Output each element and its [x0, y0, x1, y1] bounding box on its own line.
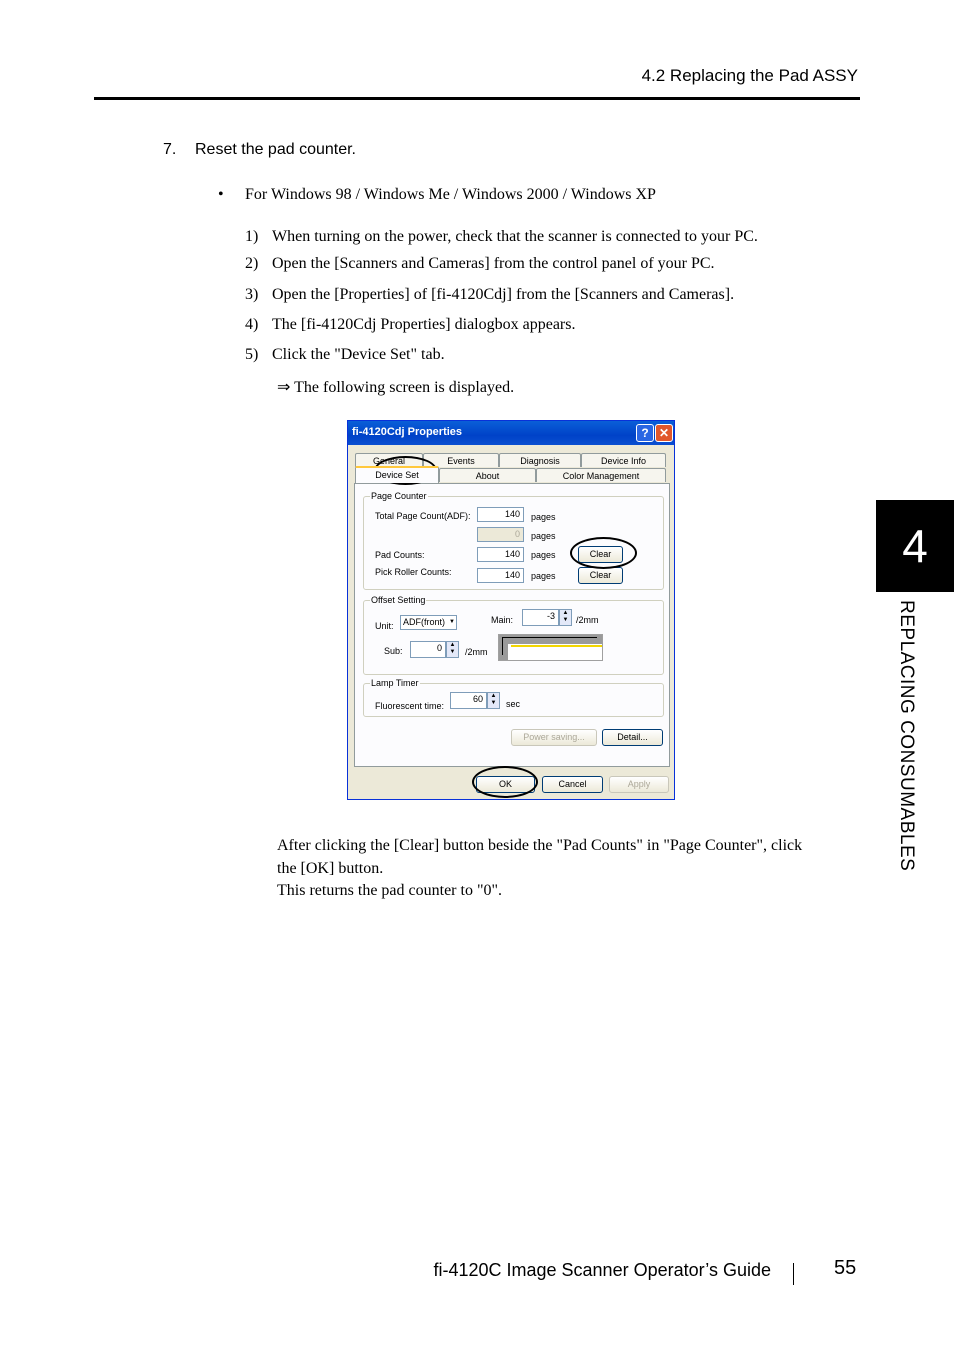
- after-text-line: After clicking the [Clear] button beside the "Pad Counts" in "Page Counter", click: [277, 837, 803, 854]
- detail-button[interactable]: Detail...: [602, 729, 663, 746]
- substep-number: 4): [245, 316, 259, 333]
- help-button[interactable]: ?: [636, 424, 654, 442]
- pad-counts-field[interactable]: 140: [477, 547, 524, 562]
- highlight-circle-ok: [472, 766, 538, 798]
- substep-item: [245, 286, 734, 304]
- substep-number: 3): [245, 286, 259, 303]
- chapter-tab: 4: [876, 500, 954, 592]
- unit-select[interactable]: [400, 615, 457, 630]
- fluorescent-time-field[interactable]: 60: [450, 692, 487, 709]
- footer-guide-title: fi-4120C Image Scanner Operator’s Guide: [433, 1260, 771, 1280]
- lamp-timer-group: [363, 678, 664, 717]
- dialog-title: fi-4120Cdj Properties: [352, 426, 463, 438]
- substep-text: The [fi-4120Cdj Properties] dialogbox appears.: [272, 316, 576, 333]
- tab-device-set[interactable]: Device Set: [355, 466, 439, 483]
- unit-label: Unit:: [375, 621, 394, 631]
- offset-setting-group: [363, 595, 664, 675]
- sub-label: Sub:: [384, 646, 403, 656]
- clear-pick-roller-button[interactable]: Clear: [578, 567, 623, 584]
- arrow-down-icon: [502, 637, 503, 655]
- arrow-right-icon: [502, 637, 597, 638]
- dialog-titlebar[interactable]: [348, 421, 674, 445]
- offset-setting-label: Offset Setting: [371, 595, 426, 605]
- page-counter-label: Page Counter: [371, 491, 427, 501]
- footer-separator: [793, 1263, 794, 1285]
- total-count-label: Total Page Count(ADF):: [375, 511, 471, 521]
- step-number: 7.: [163, 141, 177, 158]
- substep-number: 1): [245, 228, 259, 245]
- sub-unit: /2mm: [465, 647, 488, 657]
- cancel-button[interactable]: Cancel: [542, 776, 603, 793]
- tab-events[interactable]: Events: [423, 453, 499, 467]
- step-text: Reset the pad counter.: [195, 141, 356, 158]
- bullet-symbol: •: [218, 186, 224, 203]
- pages-unit: pages: [531, 550, 556, 560]
- substep-text: When turning on the power, check that the scanner is connected to your PC.: [272, 228, 758, 245]
- apply-button[interactable]: Apply: [609, 776, 669, 793]
- substep-item: [245, 346, 445, 364]
- clear-pad-button[interactable]: Clear: [578, 546, 623, 563]
- chapter-label: REPLACING CONSUMABLES: [896, 600, 917, 872]
- lamp-timer-label: Lamp Timer: [371, 678, 419, 688]
- header-section-title: 4.2 Replacing the Pad ASSY: [641, 66, 858, 85]
- main-label: Main:: [491, 615, 514, 625]
- fluorescent-spin-icon[interactable]: ▲ ▼: [487, 692, 500, 709]
- offset-preview: [498, 634, 603, 661]
- device-set-panel: [354, 483, 670, 767]
- close-button[interactable]: ✕: [655, 424, 673, 442]
- sub-spin-icon[interactable]: ▲ ▼: [446, 641, 459, 658]
- tab-diagnosis[interactable]: Diagnosis: [499, 453, 581, 467]
- sub-offset-field[interactable]: 0: [410, 641, 446, 658]
- main-spin-icon[interactable]: ▲ ▼: [559, 609, 572, 626]
- chevron-down-icon: ▼: [449, 619, 455, 625]
- fluorescent-time-label: Fluorescent time:: [375, 701, 445, 711]
- pick-roller-label: Pick Roller Counts:: [375, 567, 452, 577]
- tab-color-management[interactable]: Color Management: [536, 468, 666, 482]
- substep-number: 5): [245, 346, 259, 363]
- header-rule: [94, 97, 860, 100]
- fluorescent-time-unit: sec: [506, 699, 521, 709]
- substep-text: Open the [Properties] of [fi-4120Cdj] from the [Scanners and Cameras].: [272, 286, 735, 303]
- disabled-count-field: 0: [477, 527, 524, 542]
- properties-dialog: [347, 420, 675, 800]
- substep-number: 2): [245, 255, 259, 272]
- result-line: ⇒ The following screen is displayed.: [277, 379, 515, 396]
- substep-item: [245, 228, 758, 246]
- pick-roller-field[interactable]: 140: [477, 568, 524, 583]
- tab-general[interactable]: General: [355, 453, 423, 467]
- pages-unit: pages: [531, 531, 556, 541]
- preview-bar: [499, 635, 508, 660]
- pad-counts-label: Pad Counts:: [375, 550, 425, 560]
- unit-select-value: ADF(front): [403, 617, 446, 627]
- highlight-circle-clear: [570, 537, 637, 569]
- preview-line: [511, 645, 602, 647]
- tab-device-info[interactable]: Device Info: [581, 453, 666, 467]
- substep-item: [245, 255, 715, 273]
- main-unit: /2mm: [576, 615, 599, 625]
- total-count-field[interactable]: 140: [477, 507, 524, 522]
- substep-text: Open the [Scanners and Cameras] from the control panel of your PC.: [272, 255, 715, 272]
- substep-item: [245, 316, 575, 334]
- bullet-text: For Windows 98 / Windows Me / Windows 2000 / Windows XP: [245, 186, 656, 203]
- tab-about[interactable]: About: [439, 468, 536, 482]
- after-text-line: the [OK] button.: [277, 860, 384, 877]
- pages-unit: pages: [531, 571, 556, 581]
- main-offset-field[interactable]: -3: [522, 609, 559, 626]
- ok-button[interactable]: OK: [476, 776, 535, 793]
- power-saving-button[interactable]: Power saving...: [511, 729, 597, 746]
- page-number: 55: [834, 1257, 857, 1279]
- pages-unit: pages: [531, 512, 556, 522]
- substep-text: Click the "Device Set" tab.: [272, 346, 445, 363]
- after-text-line: This returns the pad counter to "0".: [277, 882, 503, 899]
